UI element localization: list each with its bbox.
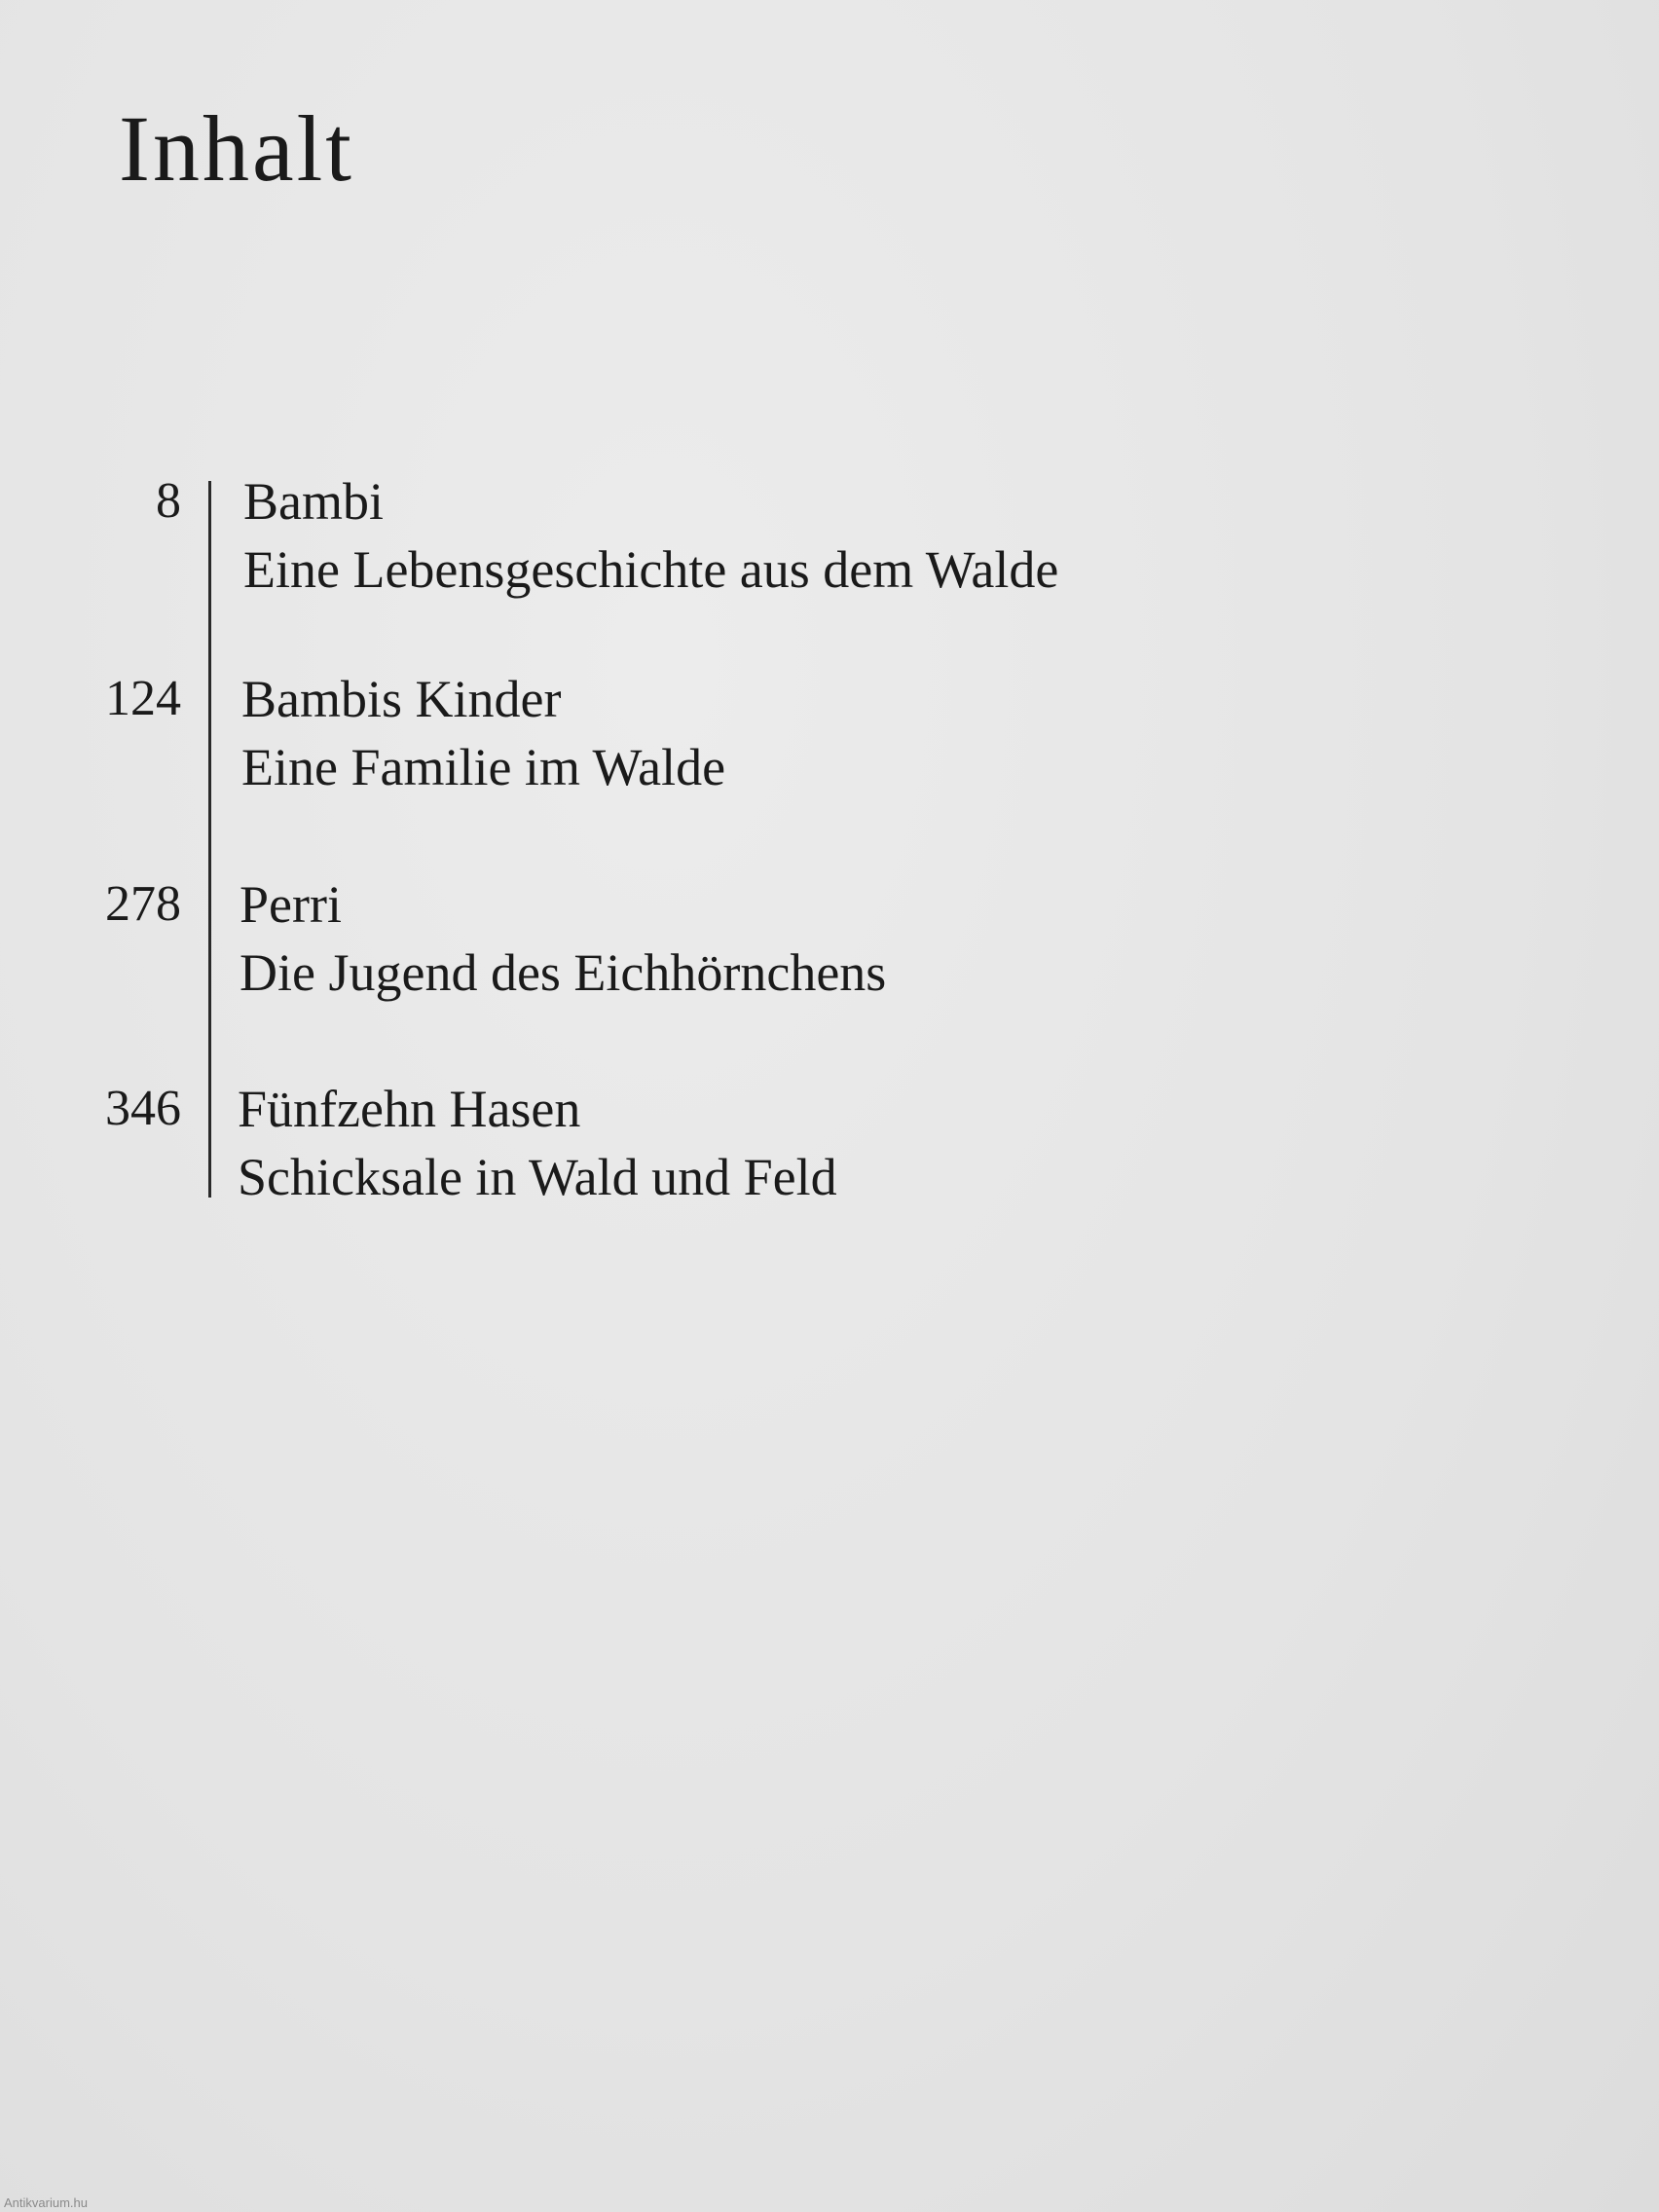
entry-subtitle: Schicksale in Wald und Feld <box>238 1148 837 1206</box>
vertical-rule <box>208 481 211 1198</box>
page-title: Inhalt <box>119 96 354 201</box>
entry-title: Bambis Kinder <box>241 670 562 728</box>
entry-title: Bambi <box>243 472 384 531</box>
entry-subtitle: Die Jugend des Eichhörnchens <box>240 943 887 1002</box>
entry-page-number: 278 <box>105 876 181 932</box>
entry-subtitle: Eine Lebensgeschichte aus dem Walde <box>243 540 1059 599</box>
entry-page-number: 8 <box>156 473 181 529</box>
watermark: Antikvarium.hu <box>4 2195 88 2210</box>
entry-page-number: 346 <box>105 1081 181 1136</box>
entry-page-number: 124 <box>105 671 181 726</box>
entry-title: Perri <box>240 875 342 934</box>
entry-subtitle: Eine Familie im Walde <box>241 738 726 796</box>
entry-title: Fünfzehn Hasen <box>238 1080 581 1138</box>
